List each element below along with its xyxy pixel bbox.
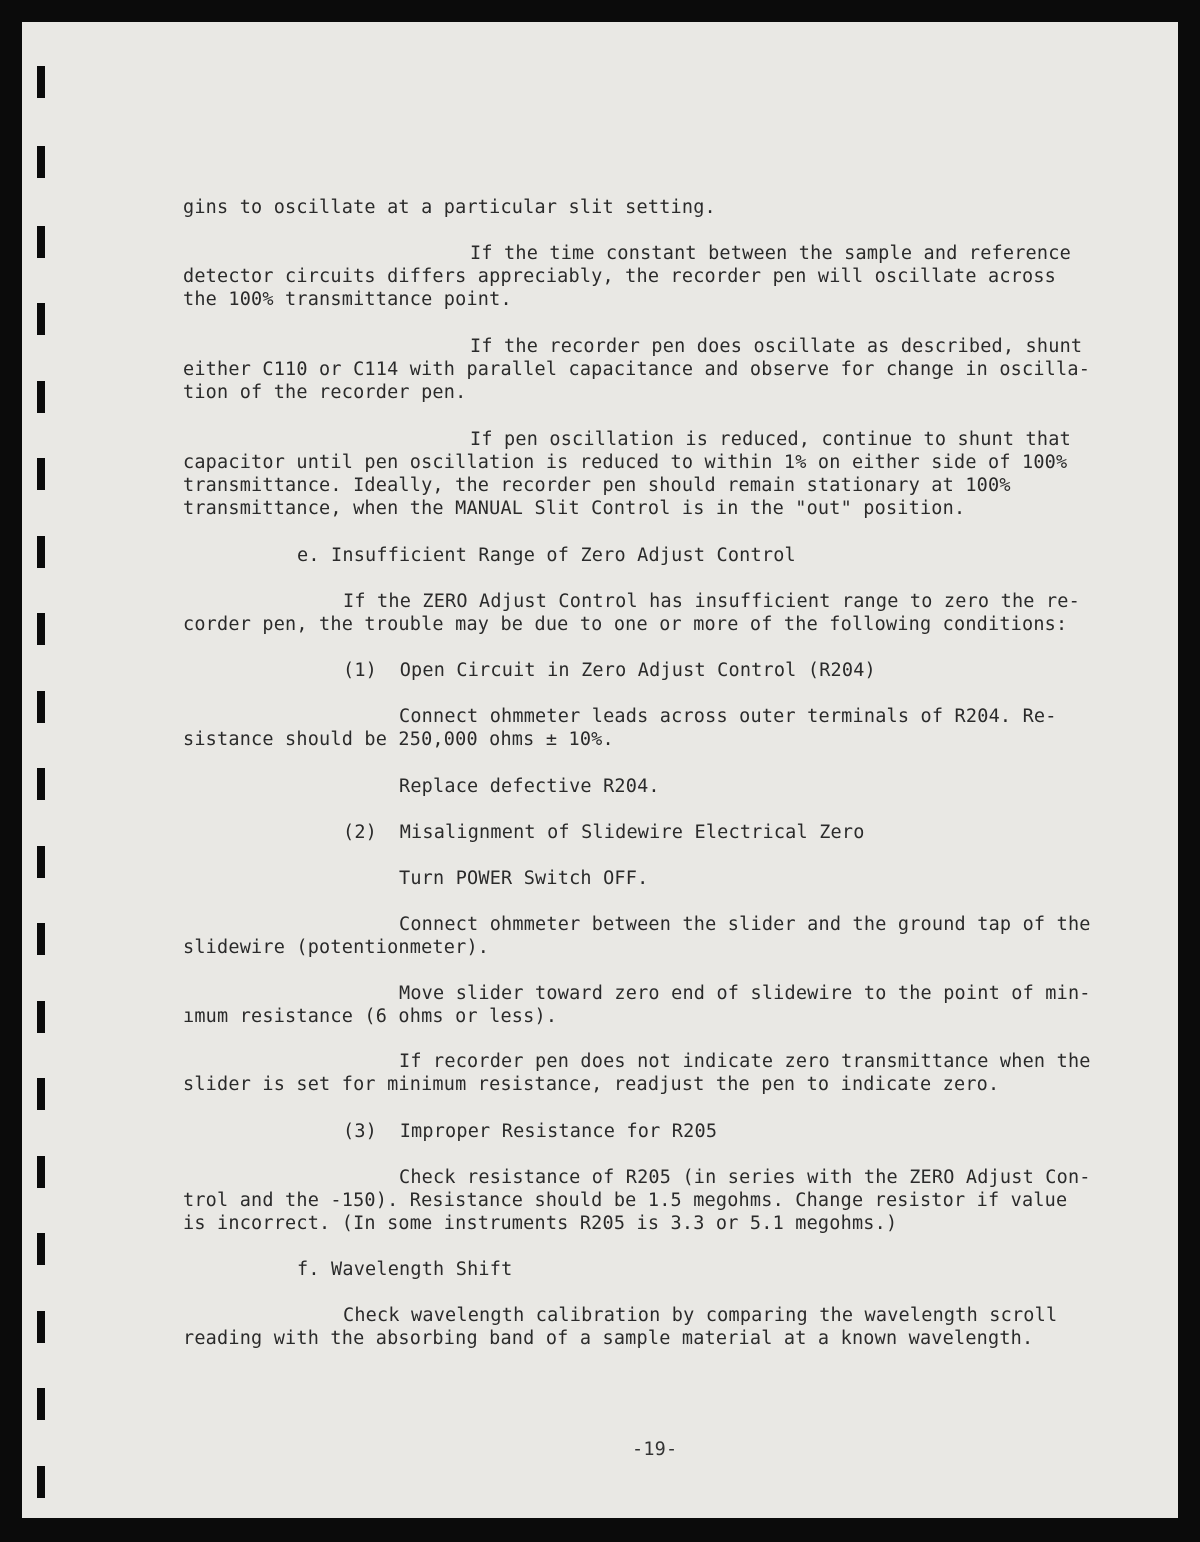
- text-line: trol and the -150). Resistance should be 1.5 megohms. Change resistor if value: [183, 1190, 1068, 1211]
- text-line: Turn POWER Switch OFF.: [399, 868, 649, 889]
- text-line: If the recorder pen does oscillate as described, shunt: [470, 336, 1083, 357]
- text-line: slider is set for minimum resistance, readjust the pen to indicate zero.: [183, 1074, 1000, 1095]
- text-line: reading with the absorbing band of a sample material at a known wavelength.: [183, 1328, 1034, 1349]
- text-line: If pen oscillation is reduced, continue to shunt that: [470, 429, 1071, 450]
- text-line: either C110 or C114 with parallel capacitance and observe for change in oscilla-: [183, 359, 1091, 380]
- text-line: Connect ohmmeter leads across outer terminals of R204. Re-: [399, 706, 1057, 727]
- text-line: is incorrect. (In some instruments R205 is 3.3 or 5.1 megohms.): [183, 1213, 898, 1234]
- text-line: Replace defective R204.: [399, 776, 660, 797]
- subsection-heading: (2) Misalignment of Slidewire Electrical Zero: [343, 822, 865, 843]
- text-line: ımum resistance (6 ohms or less).: [183, 1006, 558, 1027]
- page-number: -19-: [632, 1439, 678, 1460]
- subsection-heading: (3) Improper Resistance for R205: [343, 1121, 718, 1142]
- text-line: transmittance. Ideally, the recorder pen should remain stationary at 100%: [183, 475, 1011, 496]
- subsection-heading: (1) Open Circuit in Zero Adjust Control (R204): [343, 660, 876, 681]
- text-line: sistance should be 250,000 ohms ± 10%.: [183, 729, 614, 750]
- text-line: If recorder pen does not indicate zero transmittance when the: [399, 1051, 1091, 1072]
- text-line: gins to oscillate at a particular slit setting.: [183, 197, 716, 218]
- section-heading: e. Insufficient Range of Zero Adjust Control: [297, 545, 796, 566]
- text-line: Connect ohmmeter between the slider and the ground tap of the: [399, 914, 1091, 935]
- text-line: slidewire (potentionmeter).: [183, 937, 490, 958]
- text-line: Check wavelength calibration by comparing the wavelength scroll: [343, 1305, 1058, 1326]
- section-heading: f. Wavelength Shift: [297, 1259, 513, 1280]
- text-line: detector circuits differs appreciably, the recorder pen will oscillate across: [183, 266, 1057, 287]
- text-line: transmittance, when the MANUAL Slit Control is in the "out" position.: [183, 498, 966, 519]
- text-line: tion of the recorder pen.: [183, 382, 467, 403]
- text-line: Check resistance of R205 (in series with the ZERO Adjust Con-: [399, 1167, 1091, 1188]
- text-line: capacitor until pen oscillation is reduced to within 1% on either side of 100%: [183, 452, 1068, 473]
- text-line: the 100% transmittance point.: [183, 289, 512, 310]
- text-line: If the ZERO Adjust Control has insufficient range to zero the re-: [343, 591, 1080, 612]
- text-line: Move slider toward zero end of slidewire to the point of min-: [399, 983, 1091, 1004]
- text-line: corder pen, the trouble may be due to one or more of the following conditions:: [183, 614, 1068, 635]
- text-line: If the time constant between the sample and reference: [470, 243, 1071, 264]
